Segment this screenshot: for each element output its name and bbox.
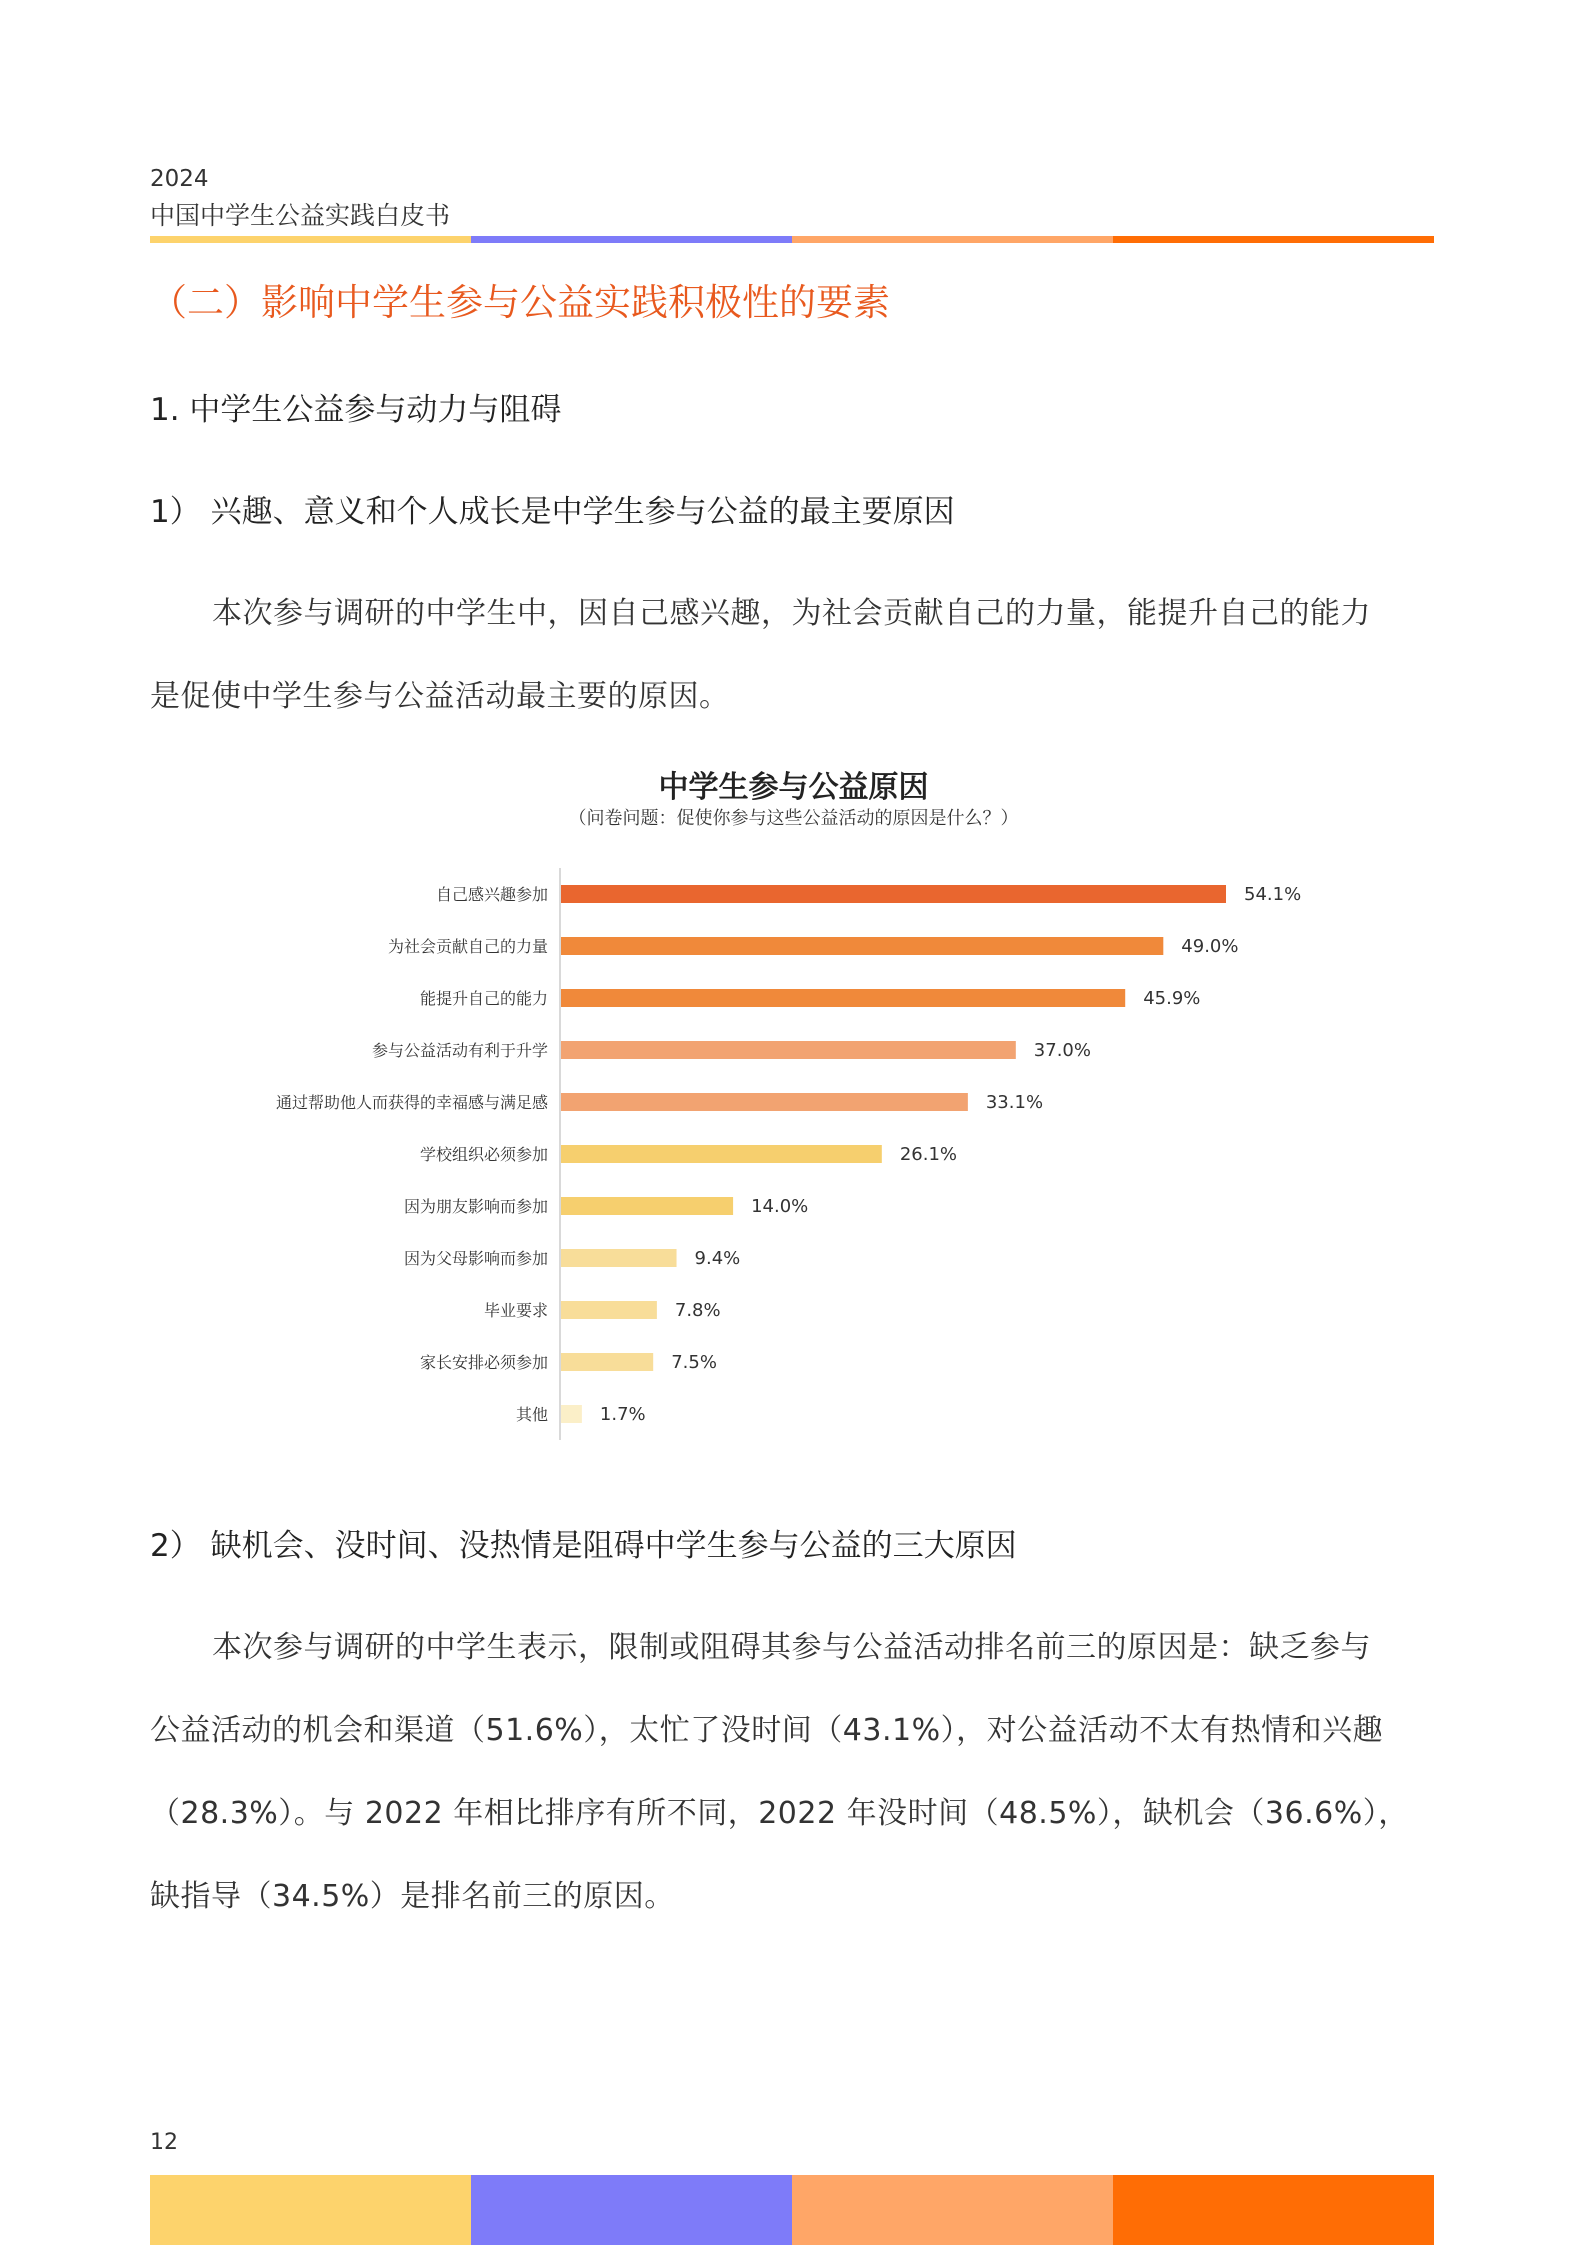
category-label: 通过帮助他人而获得的幸福感与满足感 — [275, 1093, 548, 1112]
bar — [561, 1093, 968, 1111]
bar-chart — [0, 860, 1587, 1460]
bar — [561, 885, 1226, 903]
value-label: 1.7% — [599, 1404, 646, 1425]
category-label: 参与公益活动有利于升学 — [371, 1041, 548, 1060]
value-label: 49.0% — [1181, 936, 1239, 957]
category-label: 家长安排必须参加 — [419, 1353, 548, 1372]
paragraph-1-line-2: 是促使中学生参与公益活动最主要的原因。 — [150, 679, 730, 714]
point-2-heading: 2） 缺机会、没时间、没热情是阻碍中学生参与公益的三大原因 — [150, 1528, 1017, 1564]
footer-bar-segment-4 — [1113, 2175, 1434, 2245]
footer-bar-segment-2 — [471, 2175, 792, 2245]
paragraph-1 — [150, 572, 1436, 738]
footer-color-bar — [150, 2175, 1434, 2245]
bar — [561, 937, 1163, 955]
category-label: 其他 — [515, 1405, 548, 1424]
category-label: 能提升自己的能力 — [419, 989, 548, 1008]
bar — [561, 1301, 657, 1319]
header-color-bar — [150, 236, 1434, 243]
bar — [561, 1353, 653, 1371]
value-label: 7.8% — [674, 1300, 721, 1321]
bar — [561, 1405, 582, 1423]
bar — [561, 1197, 733, 1215]
paragraph-2-line-4: 缺指导（34.5%）是排名前三的原因。 — [150, 1879, 675, 1914]
category-label: 毕业要求 — [483, 1301, 548, 1320]
category-label: 自己感兴趣参加 — [435, 885, 548, 904]
value-label: 33.1% — [985, 1092, 1044, 1113]
value-label: 54.1% — [1244, 884, 1302, 905]
header-title: 中国中学生公益实践白皮书 — [150, 201, 451, 230]
category-label: 学校组织必须参加 — [419, 1145, 548, 1164]
value-label: 9.4% — [694, 1248, 741, 1269]
paragraph-2 — [150, 1606, 1436, 1938]
value-label: 14.0% — [751, 1196, 809, 1217]
paragraph-2-line-2: 公益活动的机会和渠道（51.6%），太忙了没时间（43.1%），对公益活动不太有热情和兴趣 — [150, 1713, 1384, 1748]
value-label: 45.9% — [1143, 988, 1201, 1009]
point-1-heading: 1） 兴趣、意义和个人成长是中学生参与公益的最主要原因 — [150, 494, 955, 530]
value-label: 37.0% — [1033, 1040, 1091, 1061]
section-title: （二）影响中学生参与公益实践积极性的要素 — [150, 281, 890, 324]
paragraph-1-line-1: 本次参与调研的中学生中，因自己感兴趣，为社会贡献自己的力量，能提升自己的能力 — [212, 596, 1371, 631]
chart-subtitle: （问卷问题：促使你参与这些公益活动的原因是什么？） — [568, 808, 1019, 829]
footer-bar-segment-3 — [792, 2175, 1113, 2245]
category-label: 因为父母影响而参加 — [403, 1249, 548, 1268]
subsection-title: 1. 中学生公益参与动力与阻碍 — [150, 392, 562, 428]
header-bar-segment-1 — [150, 236, 471, 243]
footer-bar-segment-1 — [150, 2175, 471, 2245]
chart-title: 中学生参与公益原因 — [658, 770, 929, 805]
paragraph-2-line-1: 本次参与调研的中学生表示，限制或阻碍其参与公益活动排名前三的原因是：缺乏参与 — [212, 1630, 1371, 1665]
header-bar-segment-4 — [1113, 236, 1434, 243]
page-number: 12 — [150, 2130, 178, 2155]
paragraph-2-line-3: （28.3%）。与 2022 年相比排序有所不同，2022 年没时间（48.5%），缺机会（36.6%）， — [150, 1796, 1409, 1831]
bar — [561, 1249, 677, 1267]
value-label: 26.1% — [899, 1144, 958, 1165]
bar — [561, 1145, 882, 1163]
category-label: 因为朋友影响而参加 — [403, 1197, 548, 1216]
header-bar-segment-2 — [471, 236, 792, 243]
header-bar-segment-3 — [792, 236, 1113, 243]
category-label: 为社会贡献自己的力量 — [387, 937, 548, 956]
bar — [561, 1041, 1016, 1059]
bar — [561, 989, 1125, 1007]
value-label: 7.5% — [671, 1352, 717, 1373]
header-year: 2024 — [150, 166, 209, 192]
